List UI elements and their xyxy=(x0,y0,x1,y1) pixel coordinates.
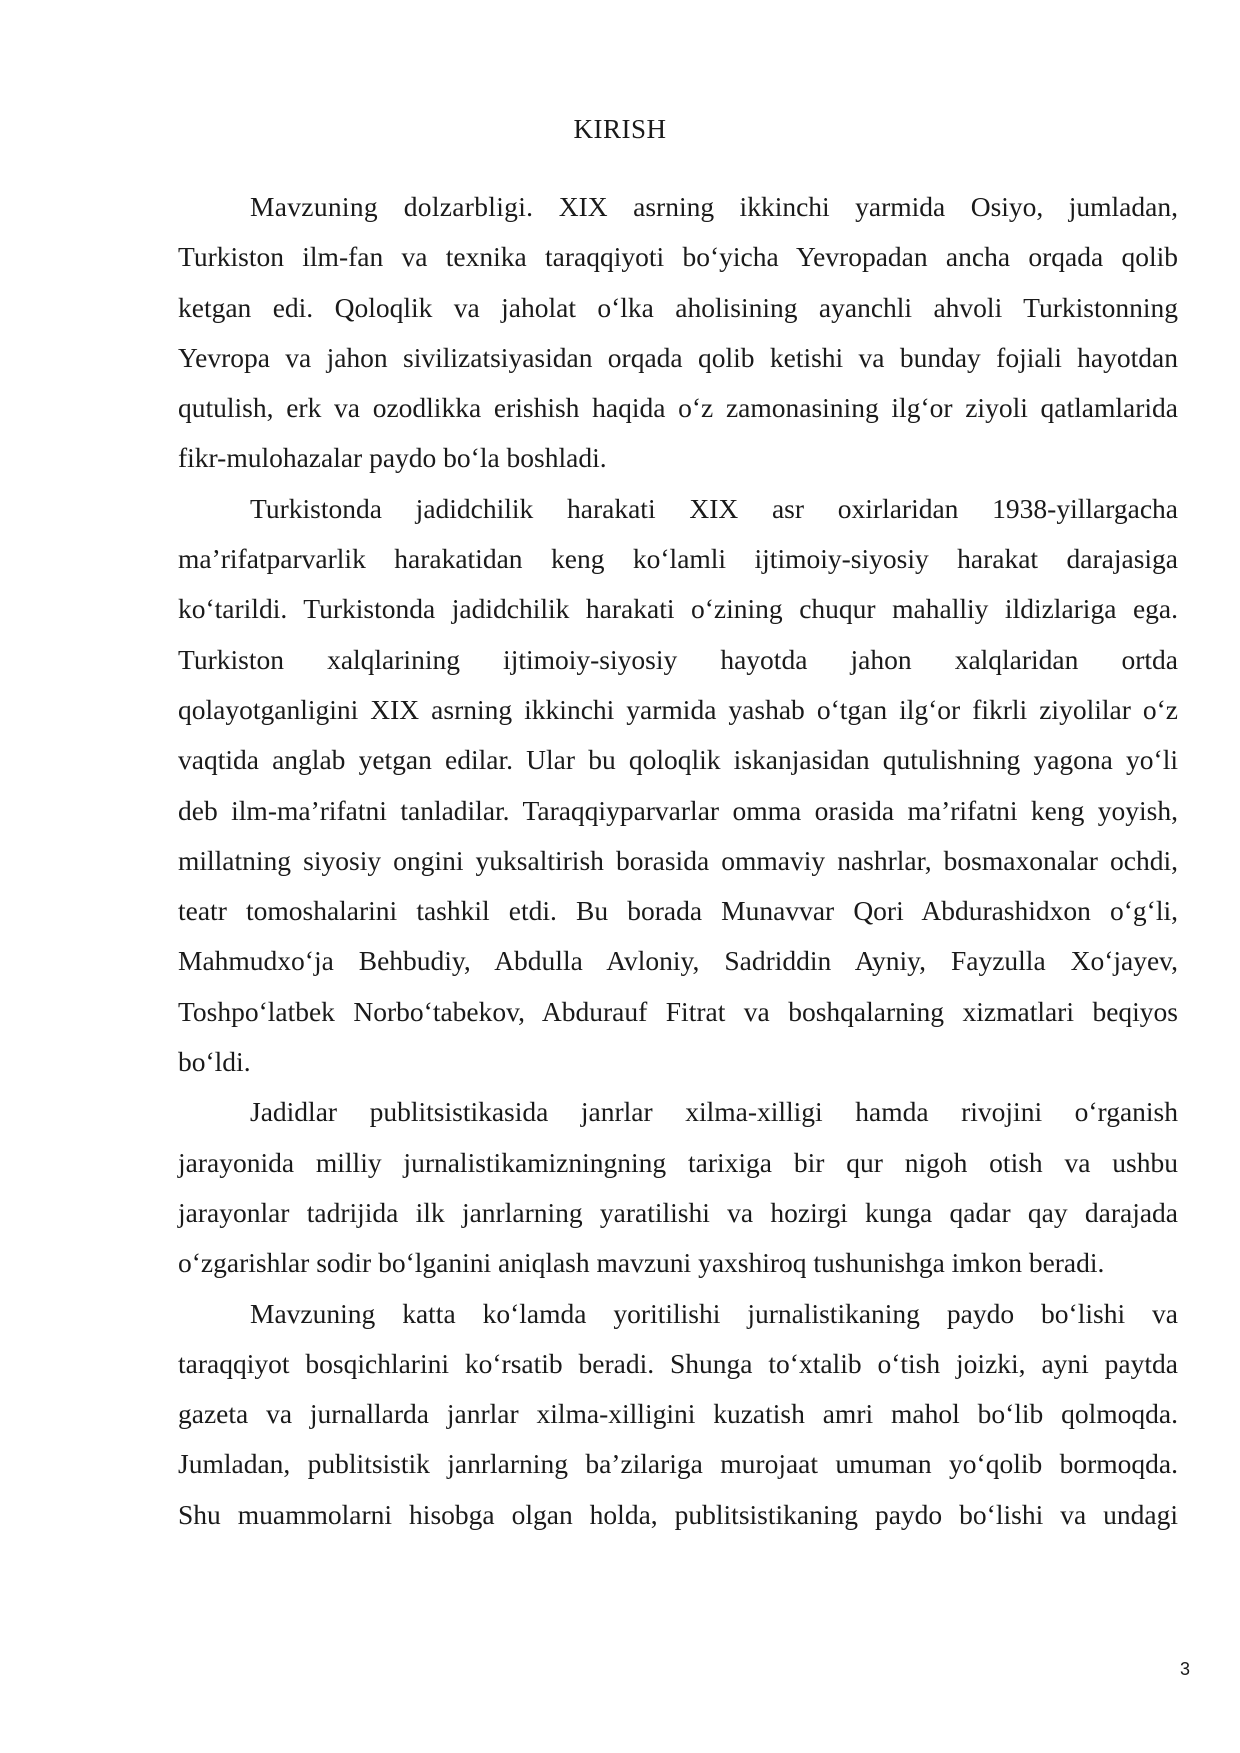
paragraph-line: Turkiston xalqlarining ijtimoiy-siyosiy hayotda jahon xalqlaridan ortda xyxy=(178,643,1178,675)
paragraph-line: qutulish, erk va ozodlikka erishish haqida o‘z zamonasining ilg‘or ziyoli qatlamlarida xyxy=(178,392,1178,424)
paragraph-line: ko‘tarildi. Turkistonda jadidchilik harakati o‘zining chuqur mahalliy ildizlariga ega. xyxy=(178,593,1178,625)
paragraph-4 xyxy=(178,1289,1178,1540)
body-text xyxy=(178,182,1178,1540)
paragraph-line: Mavzuning katta ko‘lamda yoritilishi jurnalistikaning paydo bo‘lishi va xyxy=(250,1297,1178,1329)
paragraph-line: Toshpo‘latbek Norbo‘tabekov, Abdurauf Fitrat va boshqalarning xizmatlari beqiyos xyxy=(178,995,1178,1027)
paragraph-line: ma’rifatparvarlik harakatidan keng ko‘lamli ijtimoiy-siyosiy harakat darajasiga xyxy=(178,543,1178,575)
paragraph-line: Turkistonda jadidchilik harakati XIX asr oxirlaridan 1938-yillargacha xyxy=(250,492,1178,524)
paragraph-line: ketgan edi. Qoloqlik va jaholat o‘lka aholisining ayanchli ahvoli Turkistonning xyxy=(178,291,1178,323)
paragraph-line xyxy=(178,182,1178,232)
paragraph-line: o‘zgarishlar sodir bo‘lganini aniqlash mavzuni yaxshiroq tushunishga imkon beradi. xyxy=(178,1247,1105,1279)
paragraph-line: Jadidlar publitsistikasida janrlar xilma-xilligi hamda rivojini o‘rganish xyxy=(250,1096,1178,1128)
paragraph-line: Mahmudxo‘ja Behbudiy, Abdulla Avloniy, Sadriddin Ayniy, Fayzulla Xo‘jayev, xyxy=(178,945,1178,977)
section-heading: KIRISH xyxy=(573,114,667,144)
paragraph-line: Turkiston ilm-fan va texnika taraqqiyoti bo‘yicha Yevropadan ancha orqada qolib xyxy=(178,241,1178,273)
paragraph-line: deb ilm-ma’rifatni tanladilar. Taraqqiyparvarlar omma orasida ma’rifatni keng yoyish, xyxy=(178,794,1178,826)
page-number: 3 xyxy=(1179,1659,1190,1679)
paragraph-line: teatr tomoshalarini tashkil etdi. Bu borada Munavvar Qori Abdurashidxon o‘g‘li, xyxy=(178,895,1178,927)
paragraph-line: qolayotganligini XIX asrning ikkinchi yarmida yashab o‘tgan ilg‘or fikrli ziyolilar o‘z xyxy=(178,693,1178,725)
paragraph-line: fikr-mulohazalar paydo bo‘la boshladi. xyxy=(178,442,607,474)
paragraph-1 xyxy=(178,182,1178,484)
paragraph-line-text: XIX asrning ikkinchi yarmida Osiyo, jumladan, xyxy=(533,191,1178,222)
paragraph-line: Shu muammolarni hisobga olgan holda, publitsistikaning paydo bo‘lishi va undagi xyxy=(178,1498,1178,1530)
paragraph-line: millatning siyosiy ongini yuksaltirish borasida ommaviy nashrlar, bosmaxonalar ochdi, xyxy=(178,844,1178,876)
paragraph-2 xyxy=(178,484,1178,1088)
paragraph-line: Jumladan, publitsistik janrlarning ba’zilariga murojaat umuman yo‘qolib bormoqda. xyxy=(178,1448,1178,1480)
paragraph-line: bo‘ldi. xyxy=(178,1046,251,1078)
paragraph-line: gazeta va jurnallarda janrlar xilma-xilligini kuzatish amri mahol bo‘lib qolmoqda. xyxy=(178,1398,1178,1430)
paragraph-line: taraqqiyot bosqichlarini ko‘rsatib beradi. Shunga to‘xtalib o‘tish joizki, ayni paytda xyxy=(178,1347,1178,1379)
paragraph-line: jarayonida milliy jurnalistikamizningning tarixiga bir qur nigoh otish va ushbu xyxy=(178,1146,1178,1178)
paragraph-line: vaqtida anglab yetgan edilar. Ular bu qoloqlik iskanjasidan qutulishning yagona yo‘li xyxy=(178,744,1178,776)
paragraph-line: jarayonlar tadrijida ilk janrlarning yaratilishi va hozirgi kunga qadar qay darajada xyxy=(178,1196,1178,1228)
paragraph-line: Yevropa va jahon sivilizatsiyasidan orqada qolib ketishi va bunday fojiali hayotdan xyxy=(178,341,1178,373)
paragraph-3 xyxy=(178,1087,1178,1288)
lead-label: Mavzuning dolzarbligi. xyxy=(250,191,534,222)
